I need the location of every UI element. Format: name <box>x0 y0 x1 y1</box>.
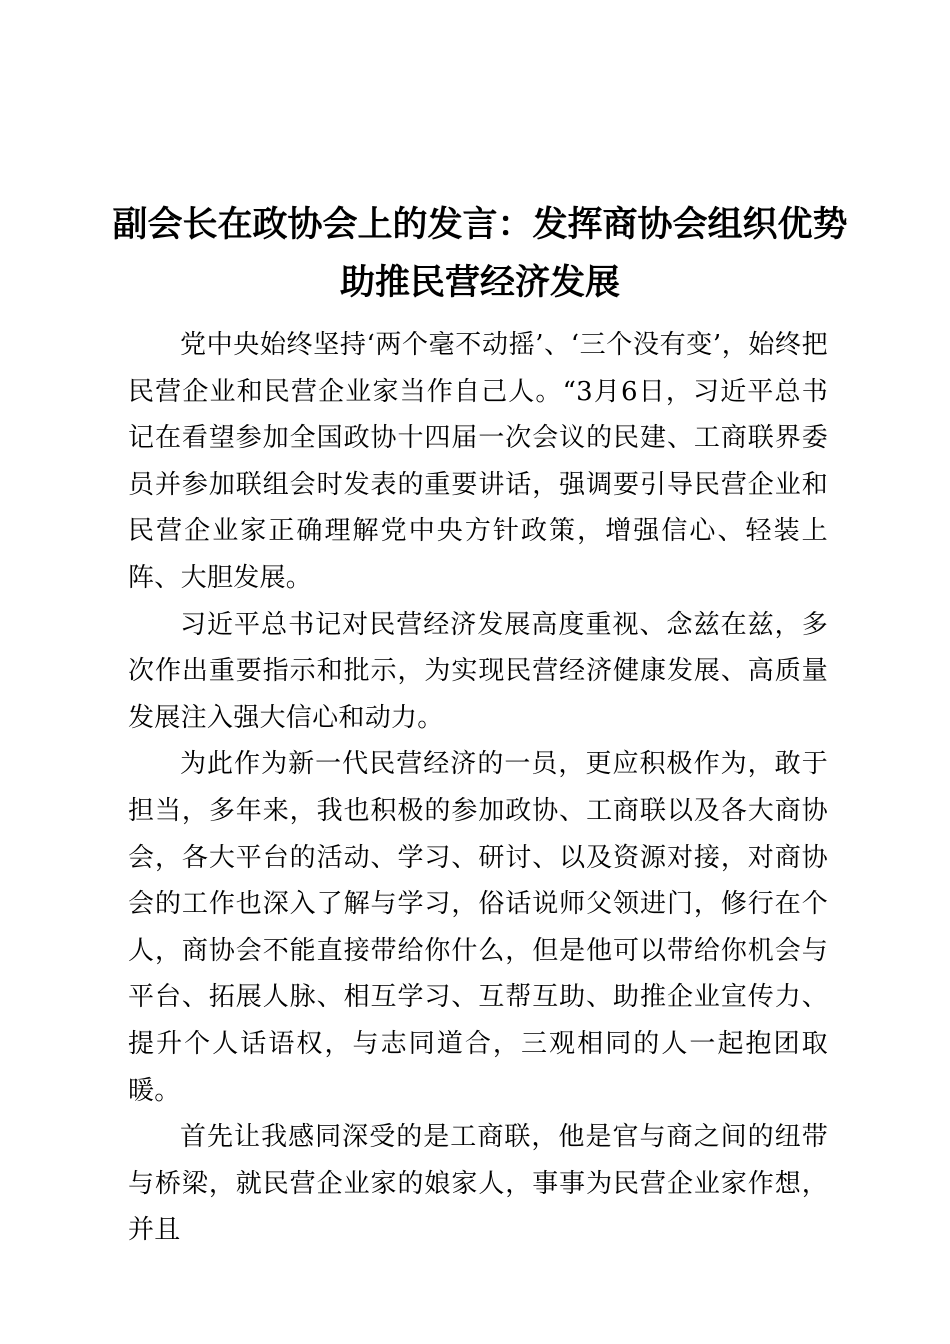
document-title: 副会长在政协会上的发言：发挥商协会组织优势助推民营经济发展 <box>112 205 848 303</box>
document-body <box>128 322 828 1254</box>
paragraph: 党中央始终坚持‘两个毫不动摇’、‘三个没有变’，始终把民营企业和民营企业家当作自己人。“3月6日，习近平总书记在看望参加全国政协十四届一次会议的民建、工商联界委员并参加联组会时发表的重要讲话，强调要引导民营企业和民营企业家正确理解党中央方针政策，增强信心、轻装上阵、大胆发展。 <box>128 330 828 593</box>
paragraph: 首先让我感同深受的是工商联，他是官与商之间的纽带与桥梁，就民营企业家的娘家人，事事为民营企业家作想，并且 <box>128 1122 828 1246</box>
paragraph: 习近平总书记对民营经济发展高度重视、念兹在兹，多次作出重要指示和批示，为实现民营经济健康发展、高质量发展注入强大信心和动力。 <box>128 609 828 733</box>
paragraph: 为此作为新一代民营经济的一员，更应积极作为，敢于担当，多年来，我也积极的参加政协、工商联以及各大商协会，各大平台的活动、学习、研讨、以及资源对接，对商协会的工作也深入了解与学习，俗话说师父领进门，修行在个人，商协会不能直接带给你什么，但是他可以带给你机会与平台、拓展人脉、相互学习、互帮互助、助推企业宣传力、提升个人话语权，与志同道合，三观相同的人一起抱团取暖。 <box>128 749 828 1106</box>
